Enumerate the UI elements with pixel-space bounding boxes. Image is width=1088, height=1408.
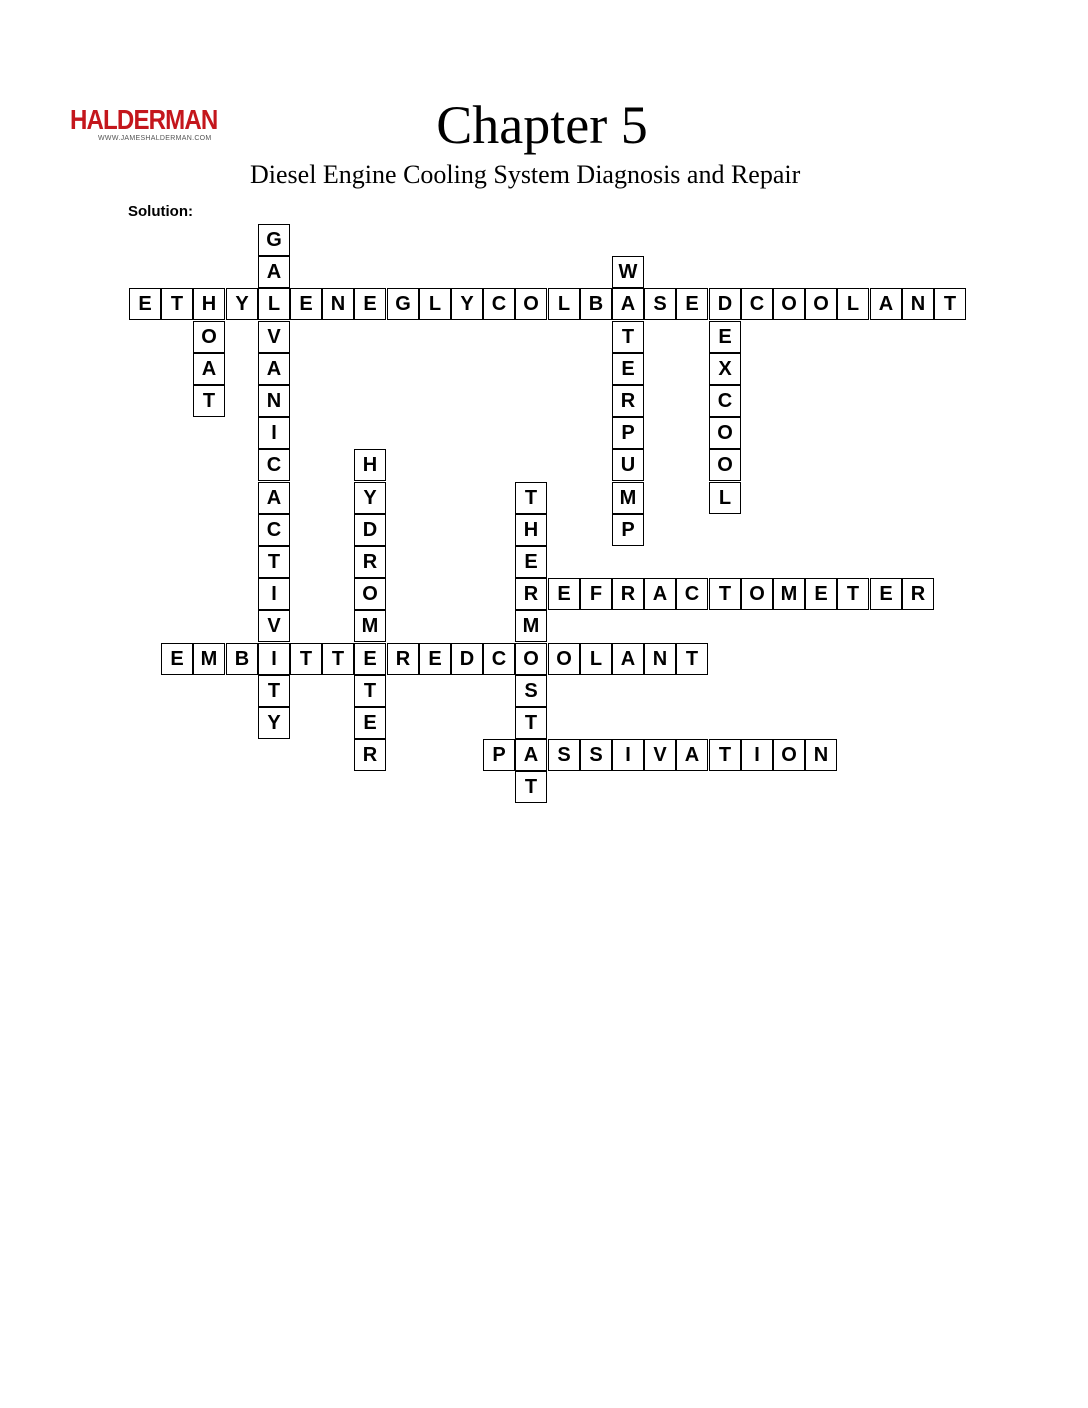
crossword-cell: A bbox=[258, 482, 290, 514]
crossword-cell: E bbox=[548, 578, 580, 610]
crossword-cell: E bbox=[354, 707, 386, 739]
crossword-cell: H bbox=[515, 514, 547, 546]
crossword-cell: I bbox=[258, 643, 290, 675]
crossword-cell: O bbox=[773, 288, 805, 320]
crossword-cell: O bbox=[193, 321, 225, 353]
crossword-cell: A bbox=[193, 353, 225, 385]
crossword-cell: B bbox=[226, 643, 258, 675]
crossword-cell: I bbox=[258, 578, 290, 610]
crossword-cell: V bbox=[258, 321, 290, 353]
crossword-cell: G bbox=[387, 288, 419, 320]
crossword-cell: N bbox=[322, 288, 354, 320]
crossword-cell: N bbox=[258, 385, 290, 417]
crossword-cell: A bbox=[612, 288, 644, 320]
crossword-cell: L bbox=[548, 288, 580, 320]
crossword-cell: C bbox=[676, 578, 708, 610]
solution-label: Solution: bbox=[128, 203, 193, 220]
crossword-cell: M bbox=[515, 610, 547, 642]
crossword-cell: L bbox=[837, 288, 869, 320]
crossword-cell: E bbox=[515, 546, 547, 578]
crossword-cell: T bbox=[709, 739, 741, 771]
crossword-cell: Y bbox=[451, 288, 483, 320]
crossword-cell: O bbox=[548, 643, 580, 675]
crossword-cell: S bbox=[580, 739, 612, 771]
crossword-cell: O bbox=[354, 578, 386, 610]
crossword-cell: R bbox=[515, 578, 547, 610]
crossword-cell: E bbox=[161, 643, 193, 675]
crossword-cell: T bbox=[515, 482, 547, 514]
crossword-cell: A bbox=[612, 643, 644, 675]
crossword-cell: Y bbox=[258, 707, 290, 739]
crossword-cell: T bbox=[258, 675, 290, 707]
crossword-cell: T bbox=[515, 771, 547, 803]
crossword-cell: E bbox=[870, 578, 902, 610]
crossword-cell: V bbox=[644, 739, 676, 771]
crossword-cell: N bbox=[644, 643, 676, 675]
crossword-cell: I bbox=[612, 739, 644, 771]
crossword-cell: S bbox=[515, 675, 547, 707]
crossword-cell: E bbox=[676, 288, 708, 320]
crossword-cell: R bbox=[612, 385, 644, 417]
crossword-cell: C bbox=[258, 514, 290, 546]
crossword-cell: M bbox=[612, 482, 644, 514]
crossword-cell: E bbox=[354, 288, 386, 320]
crossword-cell: R bbox=[354, 739, 386, 771]
page-title-text: Chapter 5 bbox=[436, 95, 648, 155]
crossword-cell: E bbox=[354, 643, 386, 675]
crossword-cell: C bbox=[483, 288, 515, 320]
crossword-cell: H bbox=[354, 449, 386, 481]
crossword-cell: S bbox=[548, 739, 580, 771]
crossword-cell: C bbox=[741, 288, 773, 320]
crossword-cell: H bbox=[193, 288, 225, 320]
crossword-cell: B bbox=[580, 288, 612, 320]
crossword-cell: E bbox=[129, 288, 161, 320]
crossword-cell: L bbox=[258, 288, 290, 320]
crossword-cell: T bbox=[258, 546, 290, 578]
crossword-cell: D bbox=[709, 288, 741, 320]
crossword-cell: V bbox=[258, 610, 290, 642]
crossword-cell: L bbox=[709, 482, 741, 514]
crossword-cell: I bbox=[741, 739, 773, 771]
logo-url: WWW.JAMESHALDERMAN.COM bbox=[98, 135, 212, 142]
page-subtitle: Diesel Engine Cooling System Diagnosis and Repair bbox=[250, 160, 801, 189]
crossword-cell: T bbox=[515, 707, 547, 739]
crossword-cell: T bbox=[934, 288, 966, 320]
crossword-cell: A bbox=[644, 578, 676, 610]
crossword-cell: E bbox=[709, 321, 741, 353]
crossword-cell: T bbox=[290, 643, 322, 675]
crossword-cell: P bbox=[612, 417, 644, 449]
crossword-cell: I bbox=[258, 417, 290, 449]
crossword-cell: R bbox=[387, 643, 419, 675]
crossword-cell: A bbox=[515, 739, 547, 771]
crossword-cell: D bbox=[451, 643, 483, 675]
crossword-cell: M bbox=[193, 643, 225, 675]
crossword-cell: C bbox=[709, 385, 741, 417]
crossword-cell: T bbox=[612, 321, 644, 353]
crossword-cell: Y bbox=[354, 482, 386, 514]
crossword-cell: T bbox=[354, 675, 386, 707]
crossword-cell: U bbox=[612, 449, 644, 481]
crossword-cell: R bbox=[612, 578, 644, 610]
crossword-cell: M bbox=[773, 578, 805, 610]
crossword-cell: O bbox=[709, 417, 741, 449]
crossword-cell: P bbox=[612, 514, 644, 546]
crossword-cell: Y bbox=[226, 288, 258, 320]
crossword-cell: G bbox=[258, 224, 290, 256]
crossword-cell: O bbox=[515, 288, 547, 320]
crossword-cell: A bbox=[258, 353, 290, 385]
crossword-cell: N bbox=[902, 288, 934, 320]
crossword-cell: R bbox=[354, 546, 386, 578]
crossword-cell: L bbox=[580, 643, 612, 675]
crossword-cell: T bbox=[837, 578, 869, 610]
crossword-cell: E bbox=[419, 643, 451, 675]
crossword-cell: O bbox=[741, 578, 773, 610]
crossword-cell: E bbox=[290, 288, 322, 320]
crossword-cell: O bbox=[515, 643, 547, 675]
crossword-cell: T bbox=[161, 288, 193, 320]
crossword-cell: S bbox=[644, 288, 676, 320]
crossword-cell: O bbox=[709, 449, 741, 481]
crossword-cell: T bbox=[709, 578, 741, 610]
crossword-cell: E bbox=[805, 578, 837, 610]
crossword-cell: T bbox=[676, 643, 708, 675]
crossword-cell: X bbox=[709, 353, 741, 385]
crossword-cell: T bbox=[322, 643, 354, 675]
logo-text: HALDERMAN bbox=[70, 104, 218, 135]
crossword-cell: O bbox=[773, 739, 805, 771]
crossword-cell: A bbox=[258, 256, 290, 288]
crossword-cell: L bbox=[419, 288, 451, 320]
crossword-cell: W bbox=[612, 256, 644, 288]
crossword-cell: N bbox=[805, 739, 837, 771]
crossword-cell: F bbox=[580, 578, 612, 610]
crossword-cell: R bbox=[902, 578, 934, 610]
crossword-cell: P bbox=[483, 739, 515, 771]
crossword-cell: O bbox=[805, 288, 837, 320]
crossword-cell: E bbox=[612, 353, 644, 385]
crossword-cell: A bbox=[676, 739, 708, 771]
crossword-cell: M bbox=[354, 610, 386, 642]
crossword-cell: C bbox=[483, 643, 515, 675]
crossword-cell: A bbox=[870, 288, 902, 320]
crossword-cell: T bbox=[193, 385, 225, 417]
crossword-cell: C bbox=[258, 449, 290, 481]
crossword-cell: D bbox=[354, 514, 386, 546]
